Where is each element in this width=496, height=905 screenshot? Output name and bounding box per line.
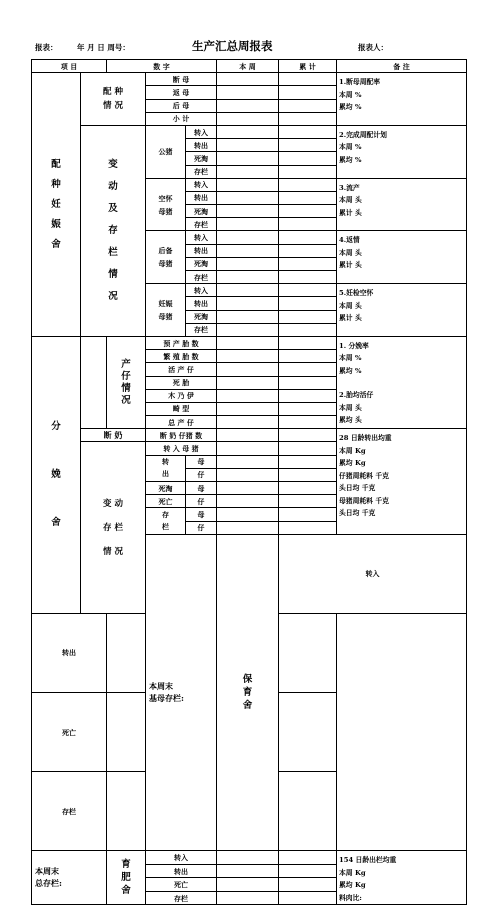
total-stock-end-label: 本周末 总存栏:	[32, 851, 107, 905]
piglet: 仔	[186, 521, 217, 534]
mummified: 木 乃 伊	[146, 389, 217, 402]
transfer-in: 转入	[186, 125, 217, 138]
weaning-label: 断 奶	[81, 429, 146, 442]
deformed: 畸 型	[146, 402, 217, 415]
subtotal-row: 小 计	[146, 112, 217, 125]
breeding-status-label: 配 种 情 况	[81, 73, 146, 126]
nursery-label: 保 育 舍	[217, 534, 279, 851]
transfer-in: 转入	[186, 284, 217, 297]
gilt-row: 后 母	[146, 99, 217, 112]
note-mating-rate: 1.断母周配率 本周 % 累均 %	[337, 73, 467, 126]
transfer-in: 转入	[279, 534, 467, 613]
change-stock-label-2: 变 动 存 栏 情 况	[81, 442, 146, 613]
transfer-out: 转出	[186, 139, 217, 152]
returned-sow-row: 返 母	[146, 86, 217, 99]
stock: 存栏	[146, 891, 217, 905]
stock: 存栏	[186, 271, 217, 284]
transfer-in: 转入	[146, 851, 217, 865]
col-week: 本 周	[217, 60, 279, 73]
transfer-out-label: 转 出	[146, 455, 186, 481]
bred-litters: 繁 殖 胎 数	[146, 350, 217, 363]
sow: 母	[186, 508, 217, 521]
report-header	[0, 40, 496, 56]
finishing-label: 育 肥 舍	[107, 851, 146, 905]
stock: 存栏	[186, 218, 217, 231]
note-abortion: 3.流产 本周 头 累计 头	[337, 178, 467, 231]
reporter-person-label: 报表人：	[358, 43, 388, 52]
col-cum: 累 计	[279, 60, 337, 73]
death: 死亡	[32, 693, 107, 772]
stock: 存栏	[186, 165, 217, 178]
expected-litters: 预 产 胎 数	[146, 336, 217, 349]
reporter-table-label: 报表：	[35, 43, 58, 52]
note-return-estrus: 4.返情 本周 头 累计 头	[337, 231, 467, 284]
culled: 死淘	[186, 205, 217, 218]
note-preg-check: 5.妊检空怀 本周 头 累计 头	[337, 284, 467, 337]
weaned-sow-row: 断 母	[146, 73, 217, 86]
death: 死亡	[146, 878, 217, 892]
live-born: 活 产 仔	[146, 363, 217, 376]
cell[interactable]	[217, 73, 279, 86]
pregnant-sow-label: 妊娠 母猪	[146, 284, 186, 337]
note-farrowing: 1. 分娩率 本周 % 累均 % 2.胎均活仔 本周 头 累均 头	[337, 336, 467, 428]
transfer-out: 转出	[186, 297, 217, 310]
sow: 母	[186, 455, 217, 468]
transfer-out: 转出	[146, 864, 217, 878]
weaned-piglets: 断 奶 仔猪 数	[146, 429, 217, 442]
col-note: 备 注	[337, 60, 467, 73]
note-plan: 2.完成周配计划 本周 % 累均 %	[337, 125, 467, 178]
transfer-in: 转入	[186, 178, 217, 191]
boar-label: 公猪	[146, 125, 186, 178]
transfer-out: 转出	[186, 191, 217, 204]
col-data: 数 字	[107, 60, 217, 73]
sow: 母	[186, 482, 217, 495]
section-breeding-gestation: 配 种 妊 娠 舍	[32, 73, 81, 337]
transfer-out: 转出	[186, 244, 217, 257]
stillborn: 死 胎	[146, 376, 217, 389]
date-week-label: 年 月 日 周号：	[77, 43, 130, 52]
total-born: 总 产 仔	[146, 416, 217, 429]
col-item: 项 目	[32, 60, 107, 73]
transfer-in: 转入	[186, 231, 217, 244]
culled: 死淘	[186, 152, 217, 165]
section-farrowing: 分 娩 舍	[32, 336, 81, 613]
transfer-out: 转出	[32, 613, 107, 692]
weekly-report-table	[31, 59, 467, 905]
piglet: 仔	[186, 495, 217, 508]
page-title: 生产汇总周报表	[192, 39, 273, 53]
stock-label: 存 栏	[146, 508, 186, 534]
death-label: 死亡	[146, 495, 186, 508]
note-154day: 154 日龄出栏均重 本周 Kg 累均 Kg 料肉比:	[337, 851, 467, 905]
stock: 存栏	[32, 772, 107, 851]
reserve-sow-label: 后备 母猪	[146, 231, 186, 284]
culled: 死淘	[186, 310, 217, 323]
stock: 存栏	[186, 323, 217, 336]
cell[interactable]	[279, 73, 337, 86]
culled-label: 死淘	[146, 482, 186, 495]
culled: 死淘	[186, 257, 217, 270]
sow-stock-end-label: 本周末 基母存栏:	[146, 534, 217, 851]
piglet: 仔	[186, 468, 217, 481]
note-28day: 28 日龄转出均重 本周 Kg 累均 Kg 仔猪周耗料 千克 头日均 千克 母猪周耗料 千克 头日均 千克	[337, 429, 467, 535]
empty-sow-label: 空怀 母猪	[146, 178, 186, 231]
birth-status-label: 产 仔 情 况	[107, 336, 146, 428]
change-stock-label: 变 动 及 存 栏 情 况	[81, 125, 146, 336]
transfer-in-sow: 转 入 母 猪	[146, 442, 217, 455]
